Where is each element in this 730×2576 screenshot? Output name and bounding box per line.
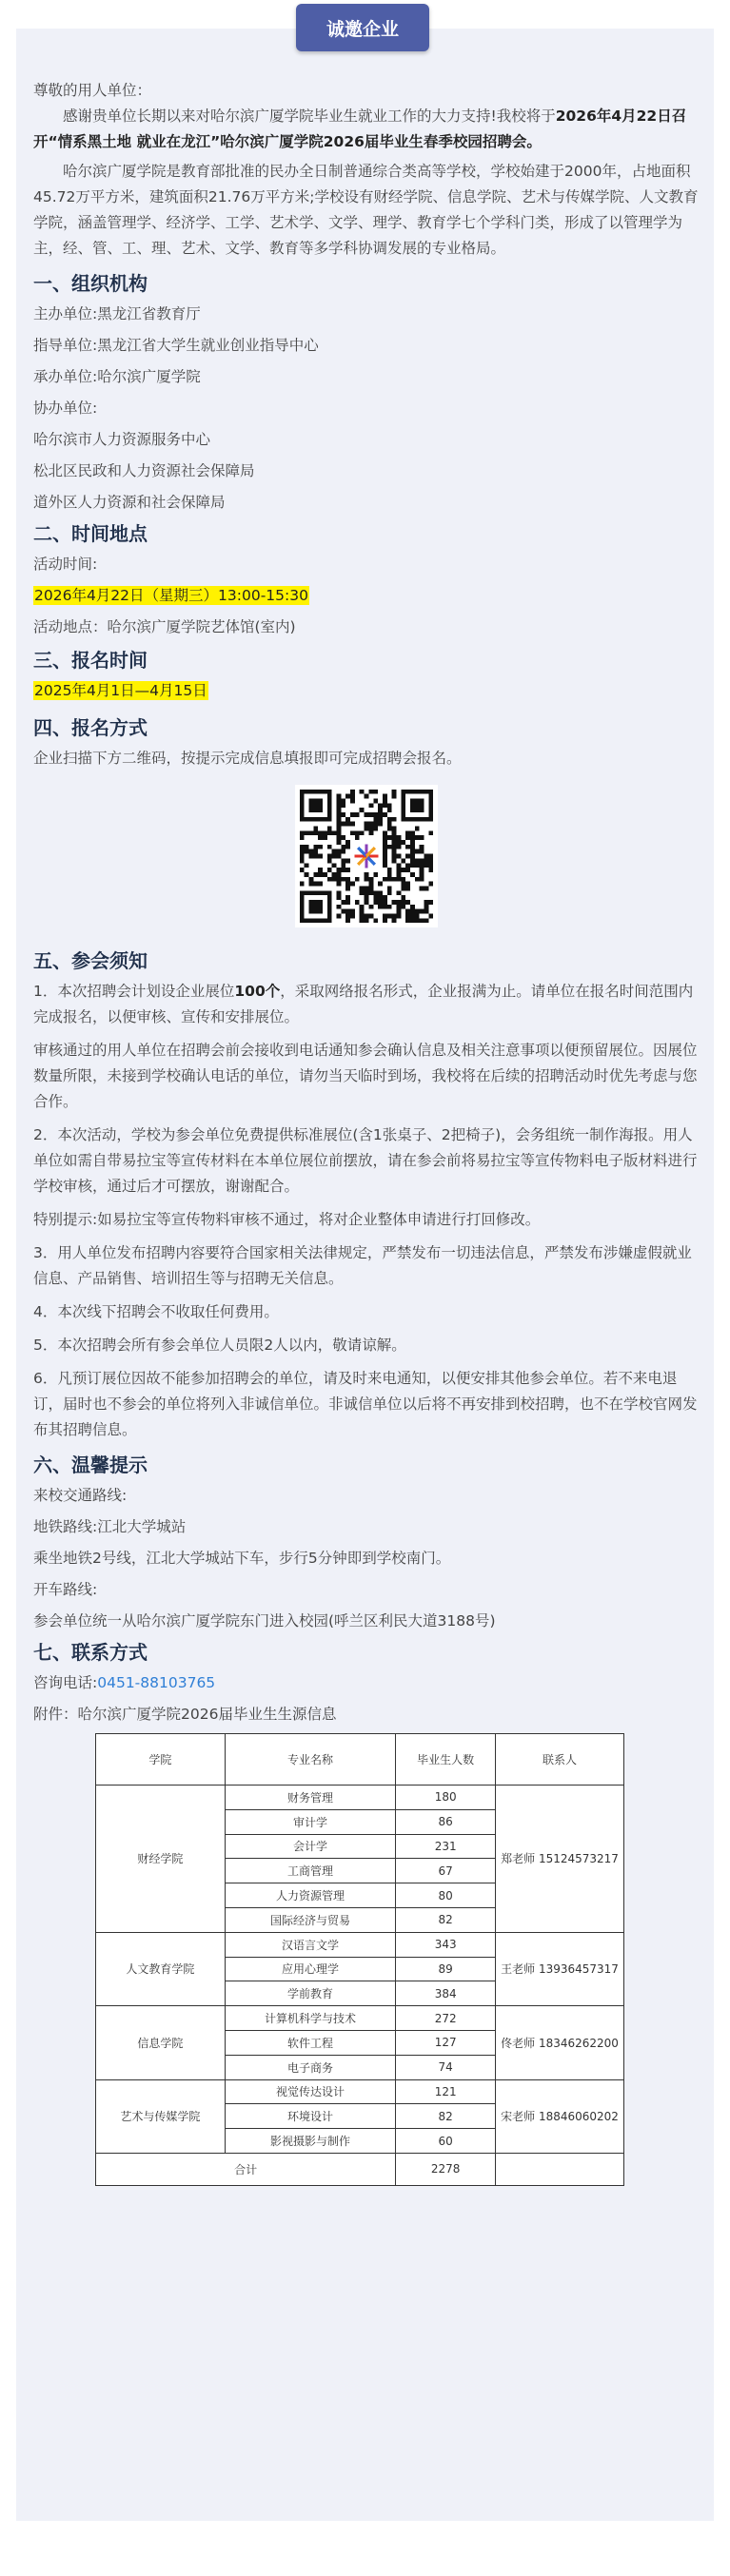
organization-line: 道外区人力资源和社会保障局 — [33, 494, 226, 511]
table-header-cell: 联系人 — [496, 1734, 624, 1786]
table-header-cell: 专业名称 — [225, 1734, 396, 1786]
contact-phone-link[interactable]: 0451-88103765 — [97, 1674, 216, 1691]
count-cell: 74 — [396, 2055, 496, 2079]
notice-2-tip: 特别提示:如易拉宝等宣传物料审核不通过，将对企业整体申请进行打回修改。 — [33, 1211, 541, 1228]
table-row — [96, 2006, 624, 2031]
graduates-table — [95, 1733, 624, 2186]
greeting: 尊敬的用人单位： — [33, 82, 152, 99]
major-cell: 视觉传达设计 — [225, 2079, 396, 2104]
count-cell: 343 — [396, 1932, 496, 1957]
table-header-cell: 学院 — [96, 1734, 226, 1786]
major-cell: 人力资源管理 — [225, 1883, 396, 1908]
count-cell: 82 — [396, 2104, 496, 2129]
tip-line: 来校交通路线: — [33, 1487, 128, 1504]
qr-code[interactable] — [295, 785, 438, 927]
time-value-line — [33, 583, 700, 609]
notice-1 — [33, 979, 700, 1030]
major-cell: 财务管理 — [225, 1786, 396, 1810]
count-cell: 89 — [396, 1957, 496, 1981]
notice-6: 6．凡预订展位因故不能参加招聘会的单位，请及时来电通知，以便安排其他参会单位。若不来电退订，届时也不参会的单位将列入非诚信单位。非诚信单位以后将不再安排到校招聘，也不在学校官网发布其招聘信息。 — [33, 1370, 698, 1438]
registration-time-value: 2025年4月1日—4月15日 — [34, 682, 207, 699]
college-cell: 人文教育学院 — [96, 1932, 226, 2005]
organization-line: 主办单位:黑龙江省教育厅 — [33, 305, 201, 322]
major-cell: 软件工程 — [225, 2030, 396, 2055]
table-total-row — [96, 2153, 624, 2185]
notice-1-detail: 审核通过的用人单位在招聘会前会接收到电话通知参会确认信息及相关注意事项以便预留展位。因展位数量所限，未接到学校确认电话的单位，请勿当天临时到场，我校将在后续的招聘活动时优先考虑与您合作。 — [33, 1042, 698, 1110]
section-title-organization: 一、组织机构 — [33, 272, 148, 295]
major-cell: 汉语言文学 — [225, 1932, 396, 1957]
intro-p1-bold: 2026年4月22日召开“情系黑土地 就业在龙江”哈尔滨广厦学院2026届毕业生春季校园招聘会。 — [33, 107, 687, 150]
contact-phone-label: 咨询电话: — [33, 1674, 98, 1691]
major-cell: 工商管理 — [225, 1859, 396, 1883]
organization-line: 承办单位:哈尔滨广厦学院 — [33, 368, 201, 385]
tip-line: 乘坐地铁2号线，江北大学城站下车，步行5分钟即到学校南门。 — [33, 1550, 451, 1567]
notice-1-bold: 100个 — [234, 983, 281, 1000]
section-title-time-place: 二、时间地点 — [33, 522, 148, 545]
table-row — [96, 1786, 624, 1810]
major-cell: 国际经济与贸易 — [225, 1907, 396, 1932]
time-label: 活动时间: — [33, 556, 98, 573]
tip-line: 地铁路线:江北大学城站 — [33, 1518, 187, 1535]
section-title-registration-method: 四、报名方式 — [33, 716, 148, 739]
college-cell: 财经学院 — [96, 1786, 226, 1933]
registration-time-line — [33, 678, 700, 704]
section-title-contact: 七、联系方式 — [33, 1641, 148, 1664]
notice-4: 4．本次线下招聘会不收取任何费用。 — [33, 1303, 279, 1320]
tips-list — [33, 1483, 700, 1634]
intro-paragraph-1 — [33, 104, 700, 155]
notice-1-text-rest: ，采取网络报名形式，企业报满为止。请单位在报名时间范围内完成报名，以便审核、宣传和安排展位。 — [33, 983, 694, 1025]
major-cell: 影视摄影与制作 — [225, 2129, 396, 2154]
notice-2: 2．本次活动，学校为参会单位免费提供标准展位(含1张桌子、2把椅子)，会务组统一制作海报。用人单位如需自带易拉宝等宣传材料在本单位展位前摆放，请在参会前将易拉宝等宣传物料电子版材料进行学校审核，通过后才可摆放，谢谢配合。 — [33, 1126, 698, 1195]
major-cell: 应用心理学 — [225, 1957, 396, 1981]
section-title-tips: 六、温馨提示 — [33, 1454, 148, 1476]
count-cell: 180 — [396, 1786, 496, 1810]
time-value: 2026年4月22日（星期三）13:00-15:30 — [34, 587, 308, 604]
organization-line: 指导单位:黑龙江省大学生就业创业指导中心 — [33, 337, 319, 354]
article-body — [33, 78, 700, 2186]
count-cell: 80 — [396, 1883, 496, 1908]
organization-line: 松北区民政和人力资源社会保障局 — [33, 462, 255, 479]
major-cell: 环境设计 — [225, 2104, 396, 2129]
college-cell: 艺术与传媒学院 — [96, 2079, 226, 2153]
tip-line: 开车路线: — [33, 1581, 98, 1598]
major-cell: 学前教育 — [225, 1981, 396, 2006]
major-cell: 审计学 — [225, 1809, 396, 1834]
contact-cell: 宋老师 18846060202 — [496, 2079, 624, 2153]
organization-line: 协办单位: — [33, 400, 98, 417]
intro-p1-text: 感谢贵单位长期以来对哈尔滨广厦学院毕业生就业工作的大力支持!我校将于 — [63, 107, 556, 125]
count-cell: 60 — [396, 2129, 496, 2154]
notice-1-text: 1．本次招聘会计划设企业展位 — [33, 983, 235, 1000]
count-cell: 121 — [396, 2079, 496, 2104]
count-cell: 67 — [396, 1859, 496, 1883]
count-cell: 272 — [396, 2006, 496, 2031]
notice-5: 5．本次招聘会所有参会单位人员限2人以内，敬请谅解。 — [33, 1337, 406, 1354]
organization-list — [33, 302, 700, 516]
contact-cell: 王老师 13936457317 — [496, 1932, 624, 2005]
count-cell: 231 — [396, 1834, 496, 1859]
contact-cell: 佟老师 18346262200 — [496, 2006, 624, 2079]
qr-code-icon — [295, 785, 438, 927]
total-empty-cell — [496, 2153, 624, 2185]
major-cell: 电子商务 — [225, 2055, 396, 2079]
count-cell: 82 — [396, 1907, 496, 1932]
registration-method-text: 企业扫描下方二维码，按提示完成信息填报即可完成招聘会报名。 — [33, 750, 462, 767]
organization-line: 哈尔滨市人力资源服务中心 — [33, 431, 211, 448]
table-header-row — [96, 1734, 624, 1786]
place-line: 活动地点：哈尔滨广厦学院艺体馆(室内) — [33, 618, 296, 635]
major-cell: 会计学 — [225, 1834, 396, 1859]
table-row — [96, 1932, 624, 1957]
count-cell: 127 — [396, 2030, 496, 2055]
section-title-registration-time: 三、报名时间 — [33, 649, 148, 672]
intro-paragraph-2: 哈尔滨广厦学院是教育部批准的民办全日制普通综合类高等学校，学校始建于2000年，占地面积45.72万平方米，建筑面积21.76万平方米;学校设有财经学院、信息学院、艺术与传媒学院、人文教育学院，涵盖管理学、经济学、工学、艺术学、文学、理学、教育学七个学科门类，形成了以管理学为主，经、管、工、理、艺术、文学、教育等多学科协调发展的专业格局。 — [33, 163, 699, 257]
banner-title: 诚邀企业 — [296, 4, 429, 51]
count-cell: 384 — [396, 1981, 496, 2006]
tip-line: 参会单位统一从哈尔滨广厦学院东门进入校园(呼兰区利民大道3188号) — [33, 1612, 496, 1630]
total-label-cell: 合计 — [96, 2153, 396, 2185]
contact-phone-line — [33, 1670, 700, 1696]
attachment-line: 附件：哈尔滨广厦学院2026届毕业生生源信息 — [33, 1706, 337, 1723]
notice-3: 3．用人单位发布招聘内容要符合国家相关法律规定，严禁发布一切违法信息，严禁发布涉嫌虚假就业信息、产品销售、培训招生等与招聘无关信息。 — [33, 1244, 692, 1287]
section-title-notices: 五、参会须知 — [33, 949, 148, 972]
count-cell: 86 — [396, 1809, 496, 1834]
college-cell: 信息学院 — [96, 2006, 226, 2079]
table-row — [96, 2079, 624, 2104]
major-cell: 计算机科学与技术 — [225, 2006, 396, 2031]
contact-cell: 郑老师 15124573217 — [496, 1786, 624, 1933]
table-header-cell: 毕业生人数 — [396, 1734, 496, 1786]
total-count-cell: 2278 — [396, 2153, 496, 2185]
